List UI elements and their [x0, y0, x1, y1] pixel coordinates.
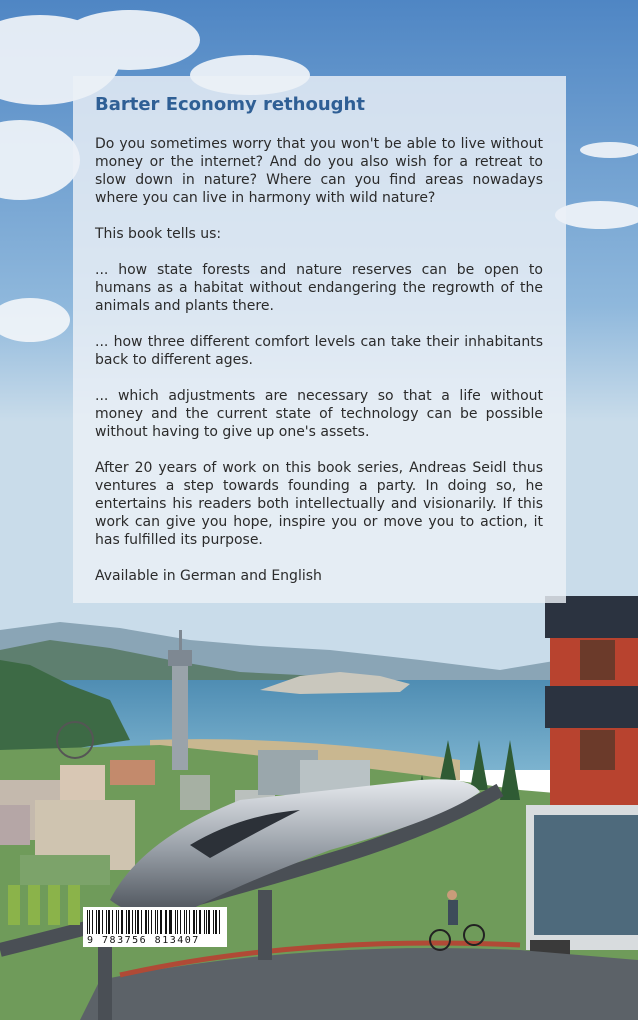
barcode-bar [208, 910, 210, 934]
barcode-bar [126, 910, 127, 934]
barcode-bar [145, 910, 147, 934]
barcode-bar [166, 910, 167, 934]
barcode-bar [165, 910, 166, 934]
barcode-bar [184, 910, 186, 934]
barcode-bar [121, 910, 123, 934]
barcode-bar [186, 910, 187, 934]
barcode-bar [148, 910, 149, 934]
barcode-bar [116, 910, 117, 934]
blurb-paragraph-5: ... which adjustments are necessary so that a life without money and the current state of technology can be possible without having to give up one's assets. [95, 388, 543, 440]
barcode-bar [112, 910, 114, 934]
barcode-bar [219, 910, 220, 934]
barcode-bar [106, 910, 107, 934]
barcode-bar [213, 910, 214, 934]
barcode-bar [96, 910, 97, 934]
barcode-bar [137, 910, 139, 934]
barcode-bar [189, 910, 190, 934]
isbn-number: 9 783756 813407 [87, 935, 200, 946]
barcode-bar [151, 910, 153, 934]
blurb-paragraph-7: Available in German and English [95, 568, 322, 584]
isbn-barcode [83, 907, 227, 947]
barcode-bar [206, 910, 207, 934]
barcode-bar [175, 910, 177, 934]
barcode-bar [92, 910, 94, 934]
barcode-bar [169, 910, 171, 934]
blurb-paragraph-1: Do you sometimes worry that you won't be able to live without money or the internet? And do you also wish for a retreat to slow down in nature? Where can you find areas nowadays where you can live in harmony with wild nature? [95, 136, 543, 206]
blurb-paragraph-6: After 20 years of work on this book series, Andreas Seidl thus ventures a step towards founding a party. In doing so, he entertains his readers both intellectually and visionarily. If this work can give you hope, inspire you or move you to action, it has fulfilled its purpose. [95, 460, 543, 548]
book-title: Barter Economy rethought [95, 94, 365, 115]
blurb-panel [73, 76, 566, 603]
barcode-bar [204, 910, 205, 934]
barcode-bar [128, 910, 130, 934]
blurb-paragraph-2: This book tells us: [95, 226, 222, 242]
barcode-bar [157, 910, 158, 934]
barcode-bar [89, 910, 90, 934]
barcode-bar [118, 910, 119, 934]
blurb-paragraph-4: ... how three different comfort levels can take their inhabitants back to different ages. [95, 334, 543, 368]
barcode-bar [199, 910, 201, 934]
barcode-bar [196, 910, 197, 934]
barcode-bar [98, 910, 100, 934]
barcode-bars [87, 910, 223, 934]
barcode-bar [193, 910, 195, 934]
barcode-bar [135, 910, 136, 934]
blurb-paragraph-3: ... how state forests and nature reserves can be open to humans as a habitat without endangering the regrowth of the animals and plants there. [95, 262, 543, 314]
barcode-bar [132, 910, 133, 934]
barcode-bar [155, 910, 156, 934]
barcode-bar [141, 910, 142, 934]
barcode-bar [177, 910, 178, 934]
barcode-bar [108, 910, 110, 934]
barcode-bar [180, 910, 181, 934]
barcode-bar [215, 910, 217, 934]
barcode-bar [102, 910, 103, 934]
barcode-bar [160, 910, 162, 934]
barcode-bar [87, 910, 88, 934]
